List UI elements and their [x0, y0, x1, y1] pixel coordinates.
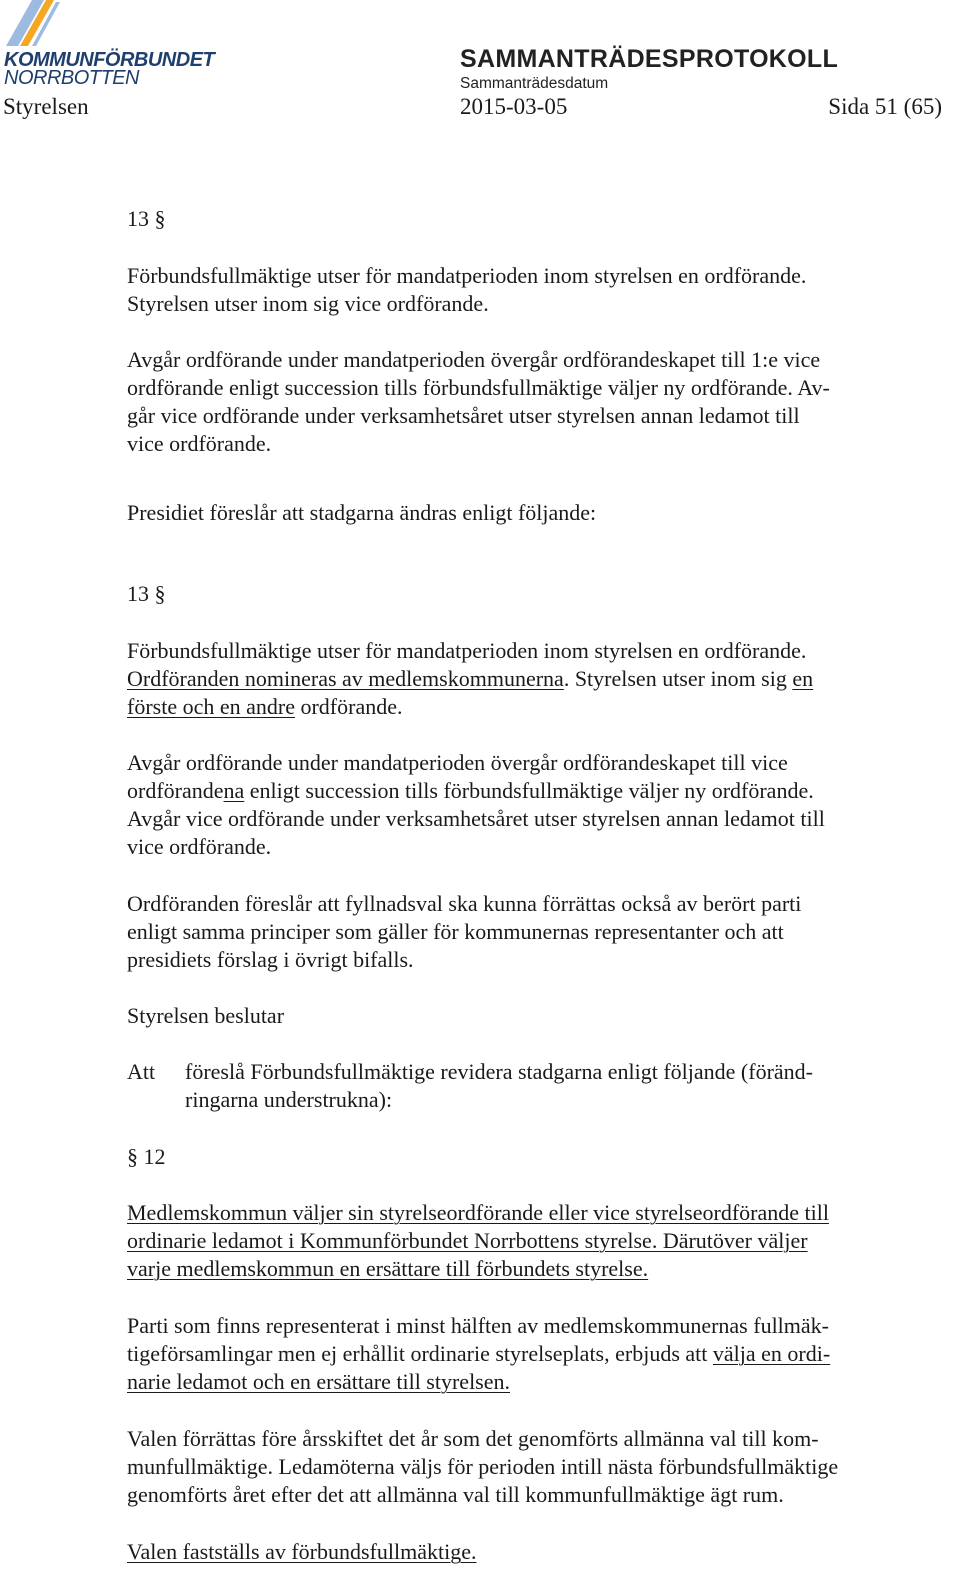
section-heading: § 12 [127, 1144, 166, 1169]
paragraph-line [127, 665, 927, 694]
paragraph-line: munfullmäktige. Ledamöterna väljs för perioden intill nästa förbundsfullmäktige [127, 1454, 839, 1479]
proposal-intro: Presidiet föreslår att stadgarna ändras enligt följande: [127, 500, 597, 525]
paragraph-line: ordförande enligt succession tills förbundsfullmäktige väljer ny ordförande. Av- [127, 375, 830, 400]
paragraph-line: Valen förrättas före årsskiftet det år som det genomförts allmänna val till kom- [127, 1426, 819, 1451]
text-run: ordförande. [294, 694, 403, 719]
text-run: . Styrelsen utser inom sig [563, 666, 793, 691]
logo-text-line1: KOMMUNFÖRBUNDET [4, 49, 215, 71]
paragraph-line [127, 1255, 927, 1284]
underlined-change: varje medlemskommun en ersättare till förbundets styrelse. [127, 1256, 649, 1281]
page-number: Sida 51 (65) [828, 94, 942, 119]
paragraph-line [127, 1199, 927, 1228]
paragraph-line: vice ordförande. [127, 431, 272, 456]
logo-stripes-icon [6, 0, 66, 50]
paragraph-line: vice ordförande. [127, 834, 272, 859]
paragraph-line: Ordföranden föreslår att fyllnadsval ska kunna förrättas också av berört parti [127, 891, 802, 916]
section-heading: 13 § [127, 206, 166, 231]
paragraph-line [127, 777, 927, 806]
underlined-change: ordinarie ledamot i Kommunförbundet Norrbottens styrelse. Därutöver väljer [127, 1228, 808, 1253]
paragraph-line: Styrelsen utser inom sig vice ordförande. [127, 291, 489, 316]
paragraph-line [127, 1227, 927, 1256]
paragraph-line: Avgår ordförande under mandatperioden övergår ordförandeskapet till 1:e vice [127, 347, 821, 372]
document-type: SAMMANTRÄDESPROTOKOLL [460, 45, 839, 73]
board-name: Styrelsen [3, 94, 89, 119]
underlined-change: förste och en andre [127, 694, 295, 719]
meeting-date: 2015-03-05 [460, 94, 568, 119]
underlined-change: na [223, 778, 245, 803]
paragraph-line: Förbundsfullmäktige utser för mandatperioden inom styrelsen en ordförande. [127, 638, 807, 663]
paragraph-line: enligt samma principer som gäller för kommunernas representanter och att [127, 919, 784, 944]
logo-text-line2: NORRBOTTEN [4, 67, 139, 89]
att-label: Att [127, 1059, 156, 1084]
paragraph-line [127, 1368, 927, 1397]
paragraph-line: Förbundsfullmäktige utser för mandatperioden inom styrelsen en ordförande. [127, 263, 807, 288]
decision-heading: Styrelsen beslutar [127, 1003, 285, 1028]
underlined-change: Valen fastställs av förbundsfullmäktige. [127, 1539, 477, 1564]
text-run: enligt succession tills förbundsfullmäktige väljer ny ordförande. [244, 778, 814, 803]
paragraph-line [127, 1538, 927, 1567]
organization-logo [2, 0, 215, 92]
paragraph-line: går vice ordförande under verksamhetsåret utser styrelsen annan ledamot till [127, 403, 800, 428]
decision-text: ringarna understrukna): [185, 1087, 393, 1112]
paragraph-line: Parti som finns representerat i minst hälften av medlemskommunernas fullmäk- [127, 1313, 829, 1338]
meeting-date-label: Sammanträdesdatum [460, 75, 609, 92]
paragraph-line [127, 693, 927, 722]
underlined-change: en [792, 666, 814, 691]
text-run: ordförande [127, 778, 224, 803]
paragraph-line: Avgår vice ordförande under verksamhetsåret utser styrelsen annan ledamot till [127, 806, 825, 831]
paragraph-line: presidiets förslag i övrigt bifalls. [127, 947, 414, 972]
underlined-change: Ordföranden nomineras av medlemskommunerna [127, 666, 564, 691]
underlined-change: narie ledamot och en ersättare till styrelsen. [127, 1369, 511, 1394]
underlined-change: Medlemskommun väljer sin styrelseordförande eller vice styrelseordförande till [127, 1200, 829, 1225]
paragraph-line [127, 1340, 927, 1369]
paragraph-line: Avgår ordförande under mandatperioden övergår ordförandeskapet till vice [127, 750, 788, 775]
section-heading: 13 § [127, 581, 166, 606]
paragraph-line: genomförts året efter det att allmänna val till kommunfullmäktige ägt rum. [127, 1482, 784, 1507]
text-run: tigeförsamlingar men ej erhållit ordinarie styrelseplats, erbjuds att [127, 1341, 713, 1366]
underlined-change: välja en ordi- [712, 1341, 831, 1366]
decision-text: föreslå Förbundsfullmäktige revidera stadgarna enligt följande (föränd- [185, 1059, 813, 1084]
